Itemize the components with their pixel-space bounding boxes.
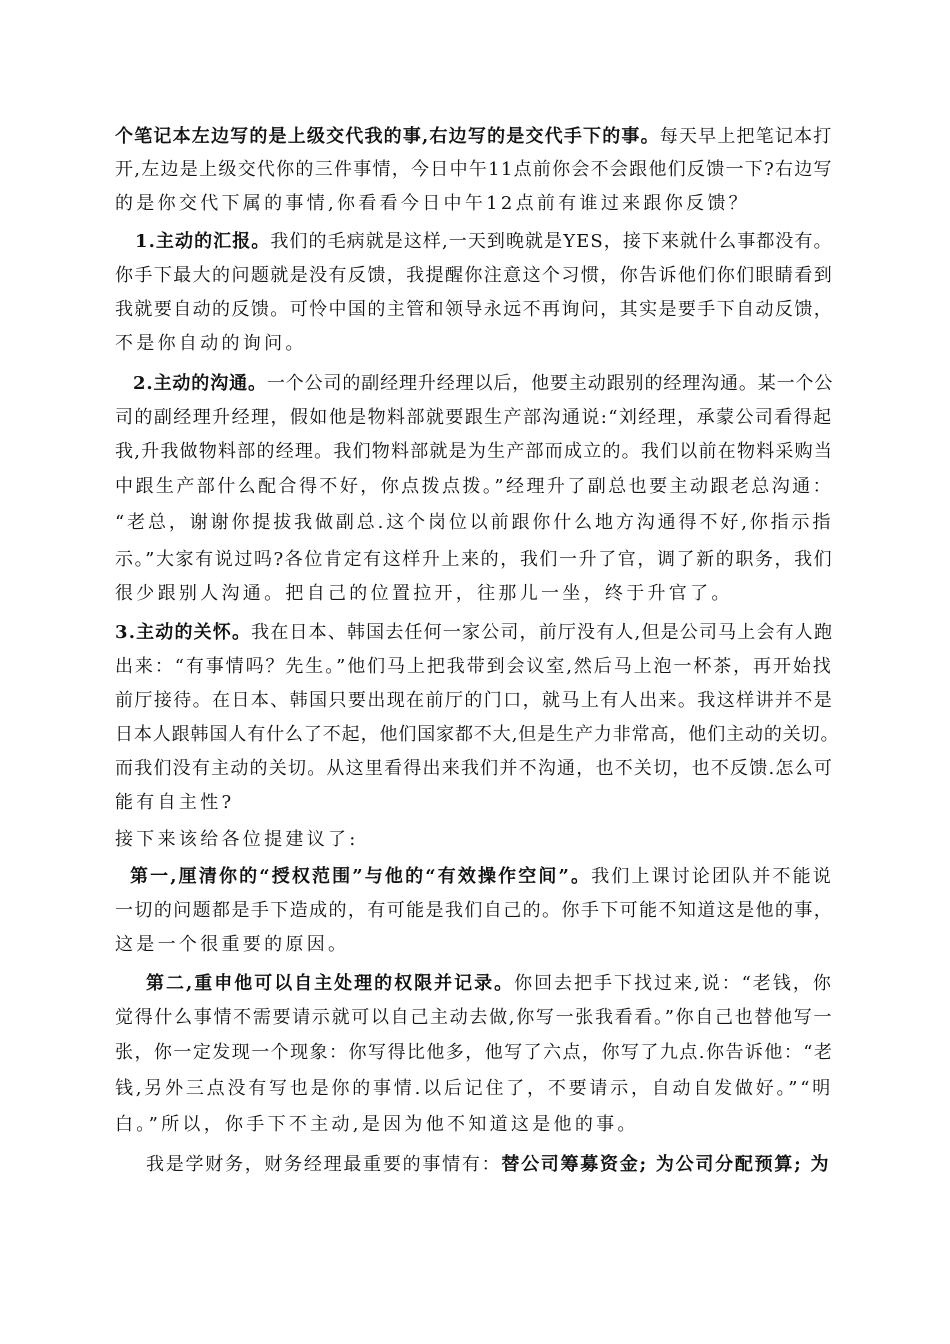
text-line [115, 333, 307, 355]
text-run: 我在日本、韩国去任何一家公司，前厅没有人,但是公司马上会有人跑 [251, 622, 834, 643]
text-line [133, 373, 833, 395]
text-line [115, 1007, 833, 1029]
text-line [115, 549, 833, 571]
text-line [115, 126, 833, 148]
text-run: 我是学财务，财务经理最重要的事情有： [146, 1154, 502, 1175]
text-line [115, 407, 833, 429]
text-run: 这是一个很重要的原因。 [115, 934, 350, 955]
text-run: 我就要自动的反馈。可怜中国的主管和领导永远不再询问，其实是要手下自动反馈， [115, 299, 834, 320]
text-line [115, 690, 833, 712]
text-run: 张，你一定发现一个现象：你写得比他多，他写了六点，你写了九点.你告诉他：“老 [115, 1042, 834, 1063]
text-run: 一个公司的副经理升经理以后，他要主动跟别的经理沟通。某一个公 [266, 373, 834, 394]
text-run: 司的副经理升经理，假如他是物料部就要跟生产部沟通说:“刘经理，承蒙公司看得起 [115, 407, 833, 428]
text-line [115, 829, 359, 851]
text-line [115, 656, 833, 678]
text-line [115, 193, 750, 215]
text-run: 很少跟别人沟通。把自己的位置拉开，往那儿一坐，终于升官了。 [115, 583, 733, 604]
text-line [115, 441, 833, 463]
text-run: 接下来该给各位提建议了: [115, 829, 359, 850]
text-line [115, 792, 234, 814]
text-run: 出来：“有事情吗？先生。”他们马上把我带到会议室,然后马上泡一杯茶，再开始找 [115, 656, 833, 677]
text-line [115, 758, 833, 780]
text-run: 我,升我做物料部的经理。我们物料部就是为生产部而成立的。我们以前在物料采购当 [115, 441, 834, 462]
text-line [115, 159, 833, 181]
bold-text: 替公司筹募资金; 为公司分配预算; 为 [501, 1154, 831, 1175]
text-run: 能有自主性? [115, 792, 235, 813]
text-line [130, 866, 833, 888]
text-run: 我们上课讨论团队并不能说 [591, 866, 833, 887]
text-line [146, 973, 833, 995]
text-run: 每天早上把笔记本打 [659, 126, 833, 147]
text-run: 的是你交代下属的事情,你看看今日中午12点前有谁过来跟你反馈？ [115, 193, 750, 214]
text-line [115, 512, 833, 534]
text-line [115, 900, 833, 922]
text-run: 而我们没有主动的关切。从这里看得出来我们并不沟通，也不关切，也不反馈.怎么可 [115, 758, 834, 779]
bold-text: 个笔记本左边写的是上级交代我的事,右边写的是交代手下的事。 [115, 126, 660, 147]
text-run: 示。”大家有说过吗?各位肯定有这样升上来的，我们一升了官，调了新的职务，我们 [115, 549, 834, 570]
bold-text: 第二,重申他可以自主处理的权限并记录。 [146, 973, 515, 994]
text-run: “老总，谢谢你提拔我做副总.这个岗位以前跟你什么地方沟通得不好,你指示指 [115, 512, 834, 533]
text-run: 日本人跟韩国人有什么了不起，他们国家都不大,但是生产力非常高，他们主动的关切。 [115, 724, 840, 745]
bold-text: 2.主动的沟通。 [133, 373, 267, 394]
text-run: 开,左边是上级交代你的三件事情，今日中午11点前你会不会跟他们反馈一下?右边写 [115, 159, 833, 180]
text-run: 钱,另外三点没有写也是你的事情.以后记住了，不要请示，自动自发做好。”“明 [115, 1078, 834, 1099]
text-run: 觉得什么事情不需要请示就可以自己主动去做,你写一张我看看。”你自己也替他写一 [115, 1007, 834, 1028]
text-run: 不是你自动的询问。 [115, 333, 307, 354]
text-line [146, 1154, 830, 1176]
text-run: 一切的问题都是手下造成的，有可能是我们自己的。你手下可能不知道这是他的事， [115, 900, 834, 921]
bold-text: 第一,厘清你的“授权范围”与他的“有效操作空间”。 [130, 866, 592, 887]
text-line [115, 1078, 833, 1100]
text-run: 你手下最大的问题就是没有反馈，我提醒你注意这个习惯，你告诉他们你们眼睛看到 [115, 265, 834, 286]
text-line [115, 934, 349, 956]
text-run: 前厅接待。在日本、韩国只要出现在前厅的门口，就马上有人出来。我这样讲并不是 [115, 690, 834, 711]
text-line [135, 231, 833, 253]
text-line [115, 1042, 833, 1064]
text-line [115, 476, 833, 498]
text-line [115, 299, 833, 321]
text-run: 我们的毛病就是这样,一天到晚就是YES，接下来就什么事都没有。 [270, 231, 833, 252]
bold-text: 3.主动的关怀。 [115, 622, 252, 643]
text-run: 你回去把手下找过来,说：“老钱，你 [514, 973, 833, 994]
text-run: 中跟生产部什么配合得不好，你点拨点拨。”经理升了副总也要主动跟老总沟通： [115, 476, 834, 497]
bold-text: 1.主动的汇报。 [135, 231, 271, 252]
text-line [115, 724, 839, 746]
text-line [115, 1114, 639, 1136]
text-run: 白。”所以，你手下不主动,是因为他不知道这是他的事。 [115, 1114, 639, 1135]
text-line [115, 265, 833, 287]
text-line [115, 622, 833, 644]
text-line [115, 583, 733, 605]
